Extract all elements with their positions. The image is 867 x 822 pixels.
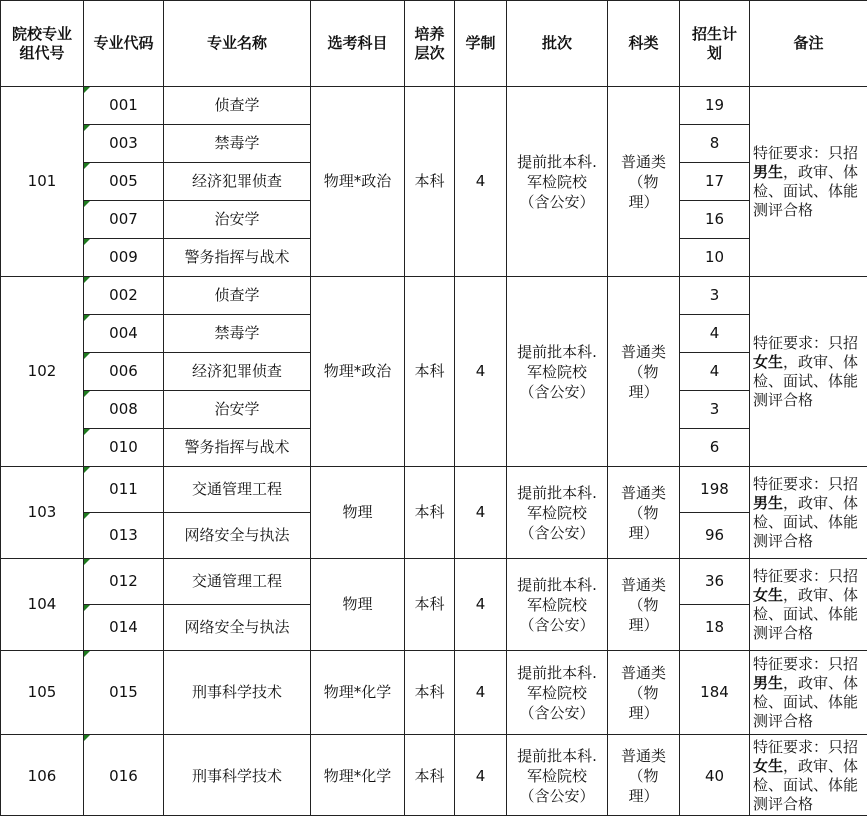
plan-cell: 10 — [680, 239, 750, 277]
cell-marker-icon — [84, 559, 90, 565]
remark-suffix: ，政审、体检、面试、体能测评合格 — [753, 494, 858, 550]
major-name-cell: 刑事科学技术 — [164, 651, 311, 735]
remark-cell — [750, 735, 867, 818]
level-cell: 本科 — [405, 87, 455, 277]
major-name-cell: 网络安全与执法 — [164, 513, 311, 559]
cell-marker-icon — [84, 735, 90, 741]
cell-marker-icon — [84, 163, 90, 169]
table-row — [1, 559, 867, 605]
major-name-cell: 警务指挥与战术 — [164, 239, 311, 277]
major-code-cell — [84, 735, 164, 818]
group-code-cell: 105 — [1, 651, 84, 735]
table-row — [1, 87, 867, 125]
header-row — [1, 1, 867, 87]
remark-prefix: 特征要求：只招 — [753, 567, 858, 585]
remark-prefix: 特征要求：只招 — [753, 738, 858, 756]
cell-marker-icon — [84, 239, 90, 245]
major-code-cell — [84, 277, 164, 315]
plan-cell: 8 — [680, 125, 750, 163]
major-code-cell — [84, 391, 164, 429]
major-code-cell — [84, 651, 164, 735]
remark-cell — [750, 277, 867, 467]
level-cell: 本科 — [405, 467, 455, 559]
major-name-cell: 侦查学 — [164, 87, 311, 125]
major-name-cell: 交通管理工程 — [164, 467, 311, 513]
cell-marker-icon — [84, 467, 90, 473]
major-code-text: 006 — [109, 362, 138, 380]
plan-cell: 3 — [680, 277, 750, 315]
cell-marker-icon — [84, 605, 90, 611]
batch-cell: 提前批本科.军检院校（含公安） — [507, 735, 608, 818]
batch-cell: 提前批本科.军检院校（含公安） — [507, 87, 608, 277]
years-cell: 4 — [455, 559, 507, 651]
plan-cell: 18 — [680, 605, 750, 651]
plan-cell: 16 — [680, 201, 750, 239]
major-code-cell — [84, 87, 164, 125]
subjects-cell: 物理 — [311, 467, 405, 559]
plan-cell: 4 — [680, 315, 750, 353]
header-batch: 批次 — [507, 1, 608, 87]
cell-marker-icon — [84, 315, 90, 321]
remark-text — [753, 655, 864, 731]
plan-cell: 19 — [680, 87, 750, 125]
years-cell: 4 — [455, 467, 507, 559]
remark-gender: 女生 — [753, 586, 783, 604]
remark-text — [753, 144, 864, 220]
table-row — [1, 277, 867, 315]
header-years: 学制 — [455, 1, 507, 87]
years-cell: 4 — [455, 87, 507, 277]
plan-cell: 36 — [680, 559, 750, 605]
major-code-cell — [84, 163, 164, 201]
header-plan: 招生计划 — [680, 1, 750, 87]
major-code-text: 009 — [109, 248, 138, 266]
table-row — [1, 467, 867, 513]
major-name-cell: 禁毒学 — [164, 125, 311, 163]
major-code-text: 015 — [109, 683, 138, 701]
major-code-cell — [84, 429, 164, 467]
table-row — [1, 735, 867, 818]
category-cell: 普通类（物理） — [608, 467, 680, 559]
plan-cell: 6 — [680, 429, 750, 467]
level-cell: 本科 — [405, 651, 455, 735]
table-row — [1, 651, 867, 735]
remark-cell — [750, 651, 867, 735]
major-name-cell: 经济犯罪侦查 — [164, 163, 311, 201]
remark-cell — [750, 467, 867, 559]
major-code-text: 010 — [109, 438, 138, 456]
years-cell: 4 — [455, 277, 507, 467]
subjects-cell: 物理*化学 — [311, 651, 405, 735]
major-code-text: 004 — [109, 324, 138, 342]
cell-marker-icon — [84, 429, 90, 435]
remark-gender: 男生 — [753, 674, 783, 692]
remark-gender: 男生 — [753, 163, 783, 181]
cell-marker-icon — [84, 125, 90, 131]
major-name-cell: 警务指挥与战术 — [164, 429, 311, 467]
remark-prefix: 特征要求：只招 — [753, 475, 858, 493]
major-code-text: 012 — [109, 572, 138, 590]
major-name-cell: 侦查学 — [164, 277, 311, 315]
batch-cell: 提前批本科.军检院校（含公安） — [507, 559, 608, 651]
batch-cell: 提前批本科.军检院校（含公安） — [507, 277, 608, 467]
years-cell: 4 — [455, 735, 507, 818]
major-code-text: 001 — [109, 96, 138, 114]
major-name-cell: 禁毒学 — [164, 315, 311, 353]
header-subjects: 选考科目 — [311, 1, 405, 87]
remark-text — [753, 567, 864, 643]
remark-prefix: 特征要求：只招 — [753, 655, 858, 673]
plan-cell: 40 — [680, 735, 750, 818]
major-name-cell: 治安学 — [164, 201, 311, 239]
header-remark: 备注 — [750, 1, 867, 87]
plan-cell: 3 — [680, 391, 750, 429]
header-major-code: 专业代码 — [84, 1, 164, 87]
remark-prefix: 特征要求：只招 — [753, 144, 858, 162]
cell-marker-icon — [84, 277, 90, 283]
category-cell: 普通类（物理） — [608, 87, 680, 277]
major-code-text: 007 — [109, 210, 138, 228]
header-level: 培养层次 — [405, 1, 455, 87]
years-cell: 4 — [455, 651, 507, 735]
remark-gender: 女生 — [753, 353, 783, 371]
major-code-cell — [84, 559, 164, 605]
table-body — [1, 87, 867, 818]
cell-marker-icon — [84, 87, 90, 93]
major-name-cell: 经济犯罪侦查 — [164, 353, 311, 391]
remark-suffix: ，政审、体检、面试、体能测评合格 — [753, 757, 858, 813]
subjects-cell: 物理*政治 — [311, 87, 405, 277]
major-code-text: 016 — [109, 767, 138, 785]
major-name-cell: 网络安全与执法 — [164, 605, 311, 651]
major-code-cell — [84, 125, 164, 163]
subjects-cell: 物理 — [311, 559, 405, 651]
major-name-cell: 交通管理工程 — [164, 559, 311, 605]
group-code-cell: 103 — [1, 467, 84, 559]
group-code-cell: 102 — [1, 277, 84, 467]
level-cell: 本科 — [405, 735, 455, 818]
group-code-cell: 106 — [1, 735, 84, 818]
major-code-cell — [84, 467, 164, 513]
category-cell: 普通类（物理） — [608, 735, 680, 818]
plan-cell: 198 — [680, 467, 750, 513]
remark-suffix: ，政审、体检、面试、体能测评合格 — [753, 674, 858, 730]
major-name-cell: 治安学 — [164, 391, 311, 429]
remark-cell — [750, 87, 867, 277]
level-cell: 本科 — [405, 559, 455, 651]
remark-suffix: ，政审、体检、面试、体能测评合格 — [753, 586, 858, 642]
plan-cell: 96 — [680, 513, 750, 559]
remark-gender: 女生 — [753, 757, 783, 775]
major-code-text: 014 — [109, 618, 138, 636]
remark-gender: 男生 — [753, 494, 783, 512]
header-category: 科类 — [608, 1, 680, 87]
remark-suffix: ，政审、体检、面试、体能测评合格 — [753, 163, 858, 219]
major-code-text: 008 — [109, 400, 138, 418]
cell-marker-icon — [84, 353, 90, 359]
category-cell: 普通类（物理） — [608, 559, 680, 651]
level-cell: 本科 — [405, 277, 455, 467]
remark-cell — [750, 559, 867, 651]
category-cell: 普通类（物理） — [608, 651, 680, 735]
remark-text — [753, 334, 864, 410]
major-code-cell — [84, 513, 164, 559]
batch-cell: 提前批本科.军检院校（含公安） — [507, 651, 608, 735]
header-group-code: 院校专业组代号 — [1, 1, 84, 87]
major-code-text: 011 — [109, 480, 138, 498]
plan-cell: 184 — [680, 651, 750, 735]
header-major-name: 专业名称 — [164, 1, 311, 87]
cell-marker-icon — [84, 651, 90, 657]
cell-marker-icon — [84, 201, 90, 207]
remark-text — [753, 738, 864, 814]
batch-cell: 提前批本科.军检院校（含公安） — [507, 467, 608, 559]
remark-prefix: 特征要求：只招 — [753, 334, 858, 352]
cell-marker-icon — [84, 513, 90, 519]
cell-marker-icon — [84, 391, 90, 397]
major-code-text: 013 — [109, 526, 138, 544]
major-code-text: 002 — [109, 286, 138, 304]
remark-text — [753, 475, 864, 551]
subjects-cell: 物理*化学 — [311, 735, 405, 818]
remark-suffix: ，政审、体检、面试、体能测评合格 — [753, 353, 858, 409]
group-code-cell: 101 — [1, 87, 84, 277]
major-code-cell — [84, 201, 164, 239]
major-code-cell — [84, 353, 164, 391]
major-code-cell — [84, 239, 164, 277]
subjects-cell: 物理*政治 — [311, 277, 405, 467]
category-cell: 普通类（物理） — [608, 277, 680, 467]
plan-cell: 4 — [680, 353, 750, 391]
major-code-cell — [84, 605, 164, 651]
major-code-text: 005 — [109, 172, 138, 190]
major-code-cell — [84, 315, 164, 353]
group-code-cell: 104 — [1, 559, 84, 651]
major-name-cell: 刑事科学技术 — [164, 735, 311, 818]
plan-cell: 17 — [680, 163, 750, 201]
major-code-text: 003 — [109, 134, 138, 152]
